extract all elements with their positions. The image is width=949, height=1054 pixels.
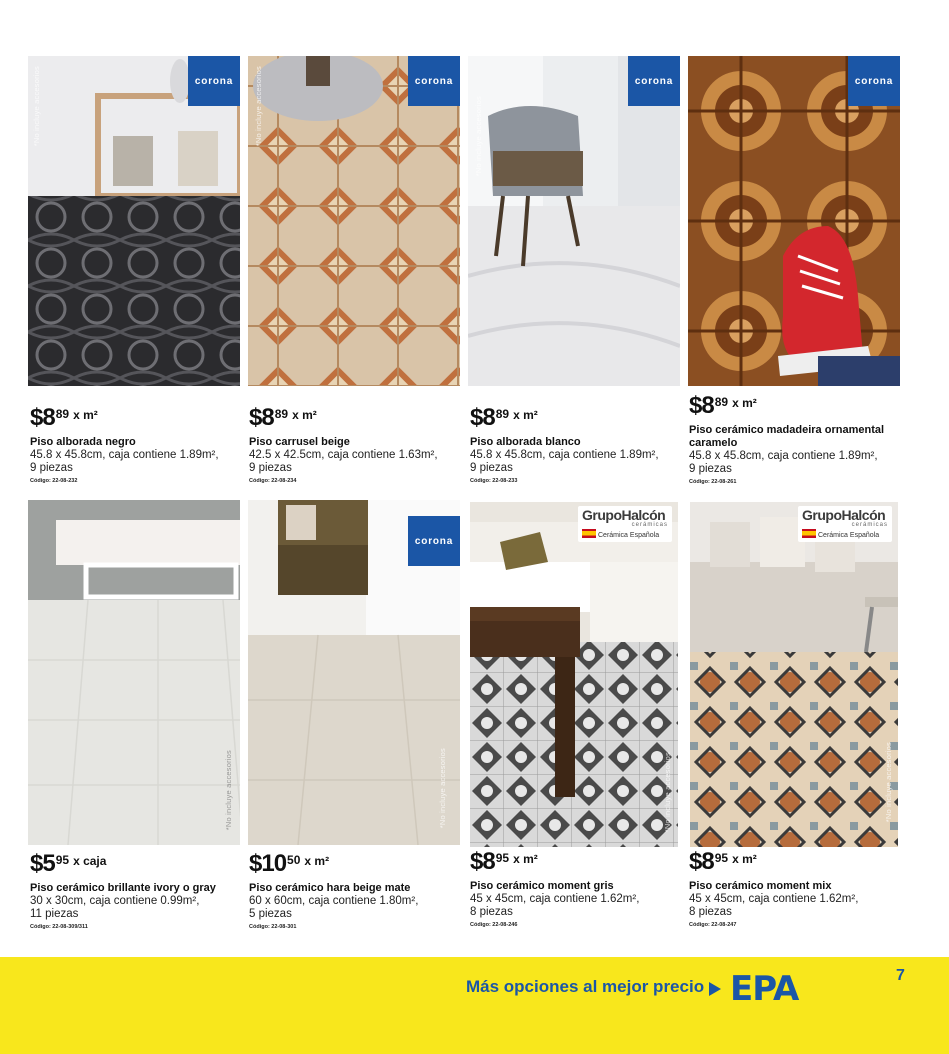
spain-flag-icon [802,529,816,538]
product-name: Piso cerámico brillante ivory o gray [30,882,216,894]
corona-logo: corona [848,56,900,106]
product-name: Piso cerámico madadeira ornamental [689,424,885,436]
product-name: Piso cerámico moment gris [470,880,614,892]
product-pieces: 9 piezas [470,462,513,474]
product-code: Código: 22-08-309/311 [30,924,88,930]
product-desc: 42.5 x 42.5cm, caja contiene 1.63m², [249,449,438,461]
no-accessories-note: *No incluye accesorios [224,750,233,831]
product-code: Código: 22-08-233 [470,478,518,484]
price [689,394,901,418]
price-unit: x m² [513,408,538,422]
corona-logo: corona [628,56,680,106]
halcon-name: GrupoHalcón [802,507,886,523]
product-name: Piso alborada negro [30,436,136,448]
product-photo-8 [690,502,898,847]
product-name: Piso cerámico hara beige mate [249,882,411,894]
price-cents: 89 [274,407,289,421]
price-unit: x m² [292,408,317,422]
page-number: 7 [896,967,905,984]
product-info-7 [470,850,682,928]
price [689,850,901,874]
grupo-halcon-logo [578,506,672,542]
product-photo-3 [468,56,680,386]
no-accessories-note: *No incluye accesorios [663,752,672,833]
product-info-2 [249,406,461,484]
product-desc: 45.8 x 45.8cm, caja contiene 1.89m², [689,450,878,462]
price-int: $5 [30,850,55,877]
price-unit: x m² [732,852,757,866]
price [249,852,461,876]
product-desc: 45 x 45cm, caja contiene 1.62m², [689,893,859,905]
price-cents: 89 [495,407,510,421]
product-photo-2 [248,56,460,386]
product-desc: 45.8 x 45.8cm, caja contiene 1.89m², [30,449,219,461]
price-cents: 95 [714,851,729,865]
price [30,406,242,430]
epa-logo: EPA [730,969,799,1009]
price-int: $8 [470,848,495,875]
halcon-name: GrupoHalcón [582,507,666,523]
product-photo-7 [470,502,678,847]
product-pieces: 11 piezas [30,908,79,920]
product-pieces: 9 piezas [30,462,73,474]
product-name: Piso alborada blanco [470,436,581,448]
price-cents: 95 [495,851,510,865]
price-unit: x m² [732,396,757,410]
price-unit: x caja [73,854,107,868]
product-info-8 [689,850,901,928]
product-photo-6 [248,500,460,845]
spain-flag-icon [582,529,596,538]
price-unit: x m² [73,408,98,422]
product-pieces: 5 piezas [249,908,292,920]
halcon-sub: cerámicas [851,522,888,528]
grupo-halcon-logo [798,506,892,542]
product-code: Código: 22-08-232 [30,478,78,484]
product-info-4 [689,394,901,485]
product-code: Código: 22-08-234 [249,478,297,484]
product-name: Piso cerámico moment mix [689,880,832,892]
product-name: Piso carrusel beige [249,436,350,448]
footer-banner [0,957,949,1054]
no-accessories-note: *No incluye accesorios [254,66,263,147]
product-info-5 [30,852,242,930]
no-accessories-note: *No incluye accesorios [438,748,447,829]
product-desc: 60 x 60cm, caja contiene 1.80m², [249,895,419,907]
price [30,852,242,876]
price [470,406,682,430]
price-int: $8 [689,392,714,419]
no-accessories-note: *No incluye accesorios [474,96,483,177]
halcon-esp: Cerámica Española [818,532,880,539]
footer-slogan: Más opciones al mejor precio [466,977,705,996]
corona-logo: corona [408,56,460,106]
product-code: Código: 22-08-247 [689,922,737,928]
halcon-sub: cerámicas [631,522,668,528]
no-accessories-note: *No incluye accesorios [32,66,41,147]
product-desc: 45 x 45cm, caja contiene 1.62m², [470,893,640,905]
no-accessories-note: *No incluye accesorios [884,742,893,823]
price-cents: 89 [55,407,70,421]
arrow-icon [709,982,721,996]
corona-logo: corona [188,56,240,106]
product-code: Código: 22-08-261 [689,479,737,485]
product-info-3 [470,406,682,484]
halcon-esp: Cerámica Española [598,532,660,539]
price-unit: x m² [513,852,538,866]
price-int: $8 [30,404,55,431]
product-code: Código: 22-08-246 [470,922,518,928]
product-info-1 [30,406,242,484]
product-photo-4 [688,56,900,386]
product-code: Código: 22-08-301 [249,924,297,930]
price-int: $8 [689,848,714,875]
product-desc: 30 x 30cm, caja contiene 0.99m², [30,895,200,907]
price-cents: 95 [55,853,70,867]
product-pieces: 9 piezas [249,462,292,474]
price-int: $8 [470,404,495,431]
price [249,406,461,430]
product-pieces: 8 piezas [470,906,513,918]
product-name-line2: caramelo [689,437,738,449]
price-cents: 50 [287,853,301,867]
price-unit: x m² [304,854,330,868]
price [470,850,682,874]
product-info-6 [249,852,461,930]
price-int: $8 [249,404,274,431]
product-photo-1 [28,56,240,386]
price-int: $10 [249,850,287,877]
corona-logo: corona [408,516,460,566]
product-desc: 45.8 x 45.8cm, caja contiene 1.89m², [470,449,659,461]
price-cents: 89 [714,395,729,409]
product-pieces: 8 piezas [689,906,732,918]
product-pieces: 9 piezas [689,463,732,475]
product-photo-5 [28,500,240,845]
